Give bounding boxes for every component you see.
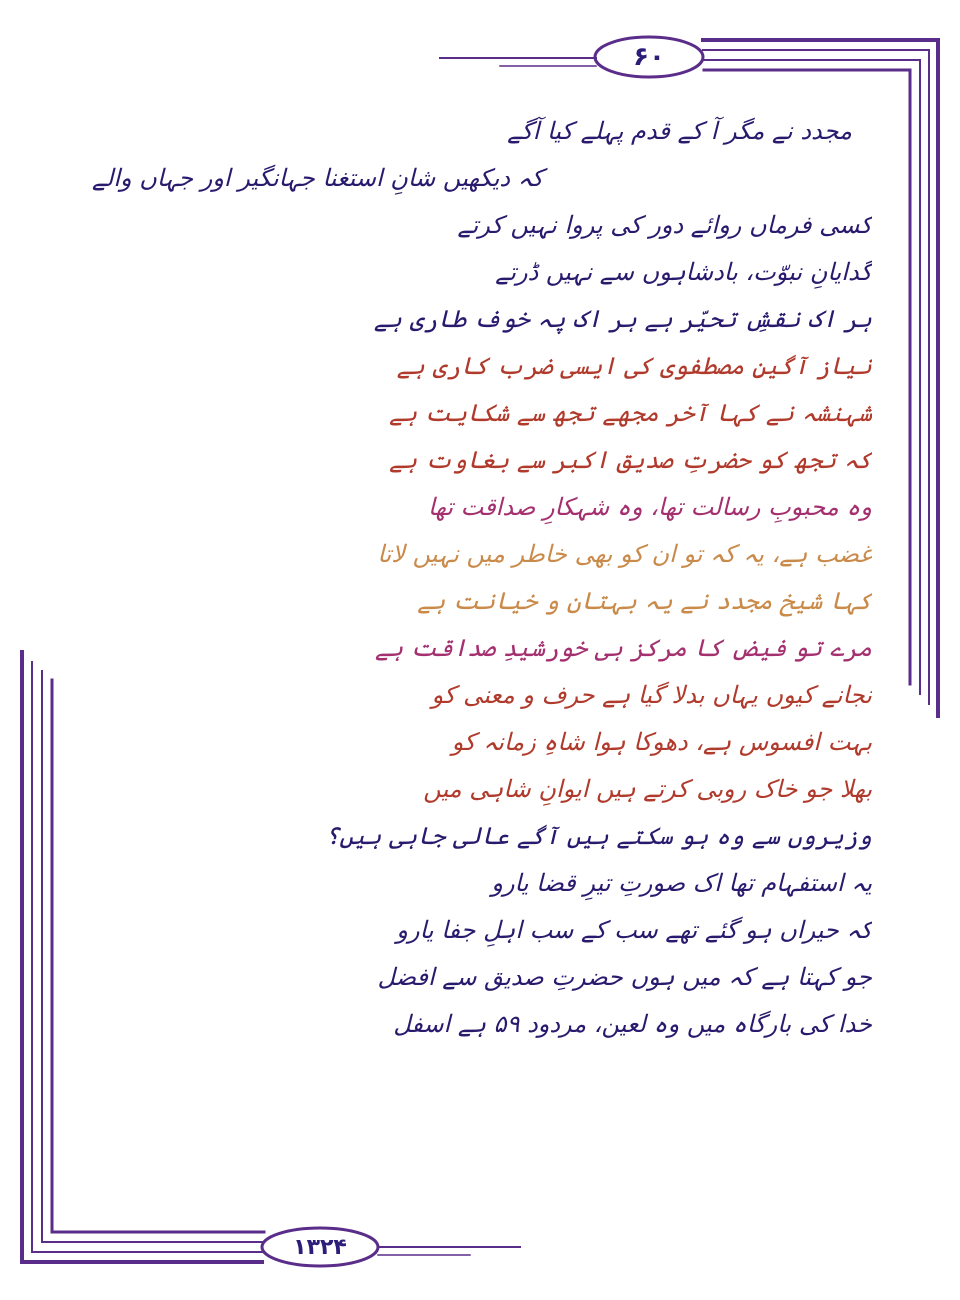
verse-line: گدایانِ نبوّت، بادشاہوں سے نہیں ڈرتے — [495, 258, 872, 286]
verse-line: وہ محبوبِ رسالت تھا، وہ شہکارِ صداقت تھا — [427, 493, 872, 521]
verse-line: خدا کی بارگاہ میں وہ لعین، مردود ۵۹ ہے اسفل — [393, 1010, 872, 1038]
verse-line: کہ تجھ کو حضرتِ صدیق اکبر سے بغاوت ہے — [389, 446, 872, 474]
verse-line: غضب ہے، یہ کہ تو ان کو بھی خاطر میں نہیں لاتا — [377, 540, 872, 568]
verse-line: جو کہتا ہے کہ میں ہوں حضرتِ صدیق سے افضل — [377, 963, 872, 991]
page-number-bottom: ۱۳۲۴ — [293, 1234, 347, 1260]
verse-line: شہنشہ نے کہا آخر مجھے تجھ سے شکایت ہے — [389, 399, 872, 427]
verse-line: مجدد نے مگر آ کے قدم پہلے کیا آگے — [507, 117, 852, 145]
poem-verses — [92, 108, 872, 1048]
verse-line: مرے تو فیض کا مرکز ہی خورشیدِ صداقت ہے — [375, 634, 872, 662]
verse-line: کسی فرماں روائے دور کی پروا نہیں کرتے — [457, 211, 872, 239]
verse-line: کہا شیخ مجدد نے یہ بہتان و خیانت ہے — [417, 587, 872, 615]
verse-line: نیاز آگینِ مصطفوی کی ایسی ضرب کاری ہے — [396, 352, 872, 380]
verse-line: کہ دیکھیں شانِ استغنا جہانگیر اور جہاں والے — [92, 164, 544, 192]
verse-line: بھلا جو خاک روبی کرتے ہیں ایوانِ شاہی میں — [423, 775, 872, 803]
page-number-top: ۶۰ — [633, 42, 665, 72]
verse-line: وزیروں سے وہ ہو سکتے ہیں آگے عالی جاہی ہیں؟ — [325, 822, 872, 850]
verse-line: یہ استفہام تھا اک صورتِ تیرِ قضا یارو — [491, 869, 872, 897]
verse-line: نجانے کیوں یہاں بدلا گیا ہے حرف و معنی کو — [431, 681, 872, 709]
verse-line: ہر اک نقشِ تحیّر ہے ہر اک پہ خوف طاری ہے — [373, 305, 872, 333]
verse-line: کہ حیراں ہو گئے تھے سب کے سب اہلِ جفا یارو — [396, 916, 872, 944]
verse-line: بہت افسوس ہے، دھوکا ہوا شاہِ زمانہ کو — [451, 728, 872, 756]
